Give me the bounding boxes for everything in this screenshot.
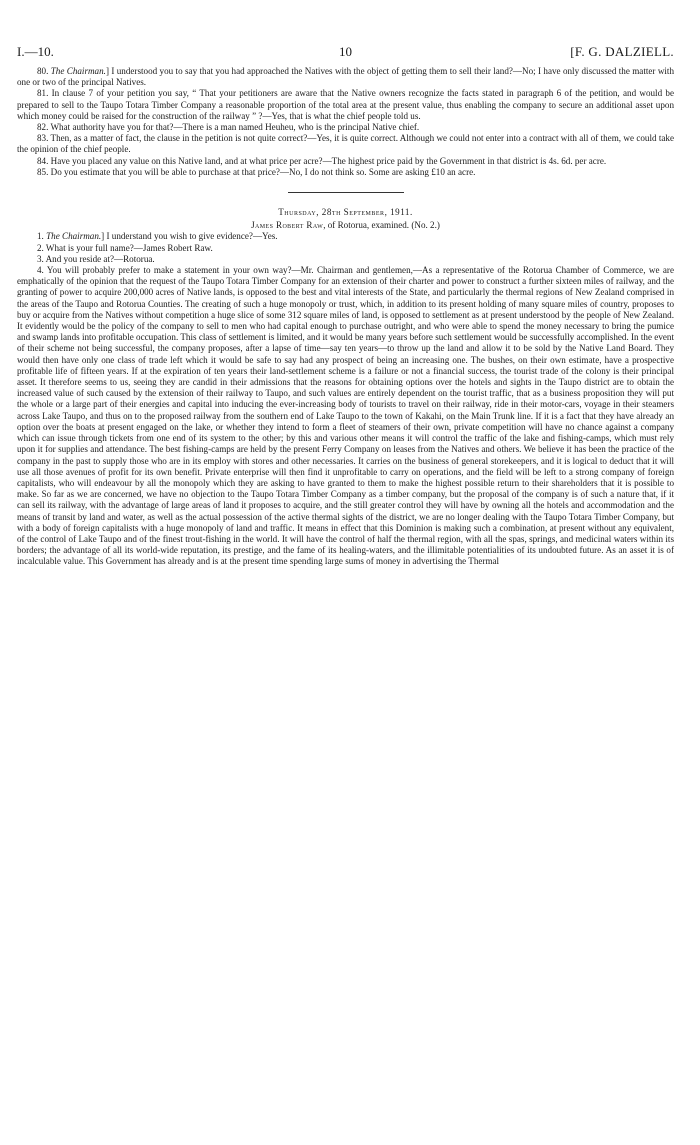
session-date: Thursday, 28th September, 1911. [278,207,413,218]
question-85: 85. Do you estimate that you will be able to purchase at that price?—No, I do not think so. Some are asking £10 an acre. [37,166,476,177]
question-81: 81. In clause 7 of your petition you say, “ That your petitioners are aware that the Native owners recognize the facts stated in paragraph 6 of the petition, and would be prepared to sell to the Taupo Totara Timber Company a reasonable proportion of the total area at the present value, thus enabling the company to secure an additional asset upon which money could be raised for the construction of the railway ” ?—Yes, that is what the chief people told us. [17,88,674,121]
witness-name: James Robert Raw [251,220,324,231]
page-number: 10 [339,44,352,59]
question-1: 1. The Chairman.] I understand you wish to give evidence?—Yes. [37,231,278,242]
question-82: 82. What authority have you for that?—There is a man named Heuheu, who is the principal Native chief. [37,122,420,133]
question-2: 2. What is your full name?—James Robert Raw. [37,242,213,253]
evidence-section-1 [17,66,674,178]
witness-heading: James Robert Raw, of Rotorua, examined. (No. 2.) [251,220,440,231]
question-83: 83. Then, as a matter of fact, the clause in the petition is not quite correct?—Yes, it is quite correct. Although we could not enter into a contract with all of them, we could take the opinion of the chief people. [17,133,674,155]
question-3: 3. And you reside at?—Rotorua. [37,253,155,264]
question-4-statement: 4. You will probably prefer to make a statement in your own way?—Mr. Chairman and gentlemen,—As a representative of the Rotorua Chamber of Commerce, we are emphatically of the opinion that the request of the Taupo Totara Timber Company for an extension of their charter and power to construct a further sixteen miles of railway, and the granting of power to acquire 200,000 acres of Native lands, is opposed to the best and vital interests of the State, and particularly the thermal regions of New Zealand comprised in the areas of the Taupo and Rotorua Counties. The creating of such a huge monopoly or trust, which, in addition to its present holding of many square miles of country, proposes to buy or acquire from the Natives without competition a huge slice of some 312 square miles of land, is opposed to settlement as at present understood by the people of New Zealand. It evidently would be the policy of the company to sell to men who had capital enough to purchase outright, and who were able to spend the money necessary to bring the pumice and swamp lands into profitable occupation. This class of settlement is limited, and it would be many years before such settlement would be successfully accomplished. In the event of their scheme not being successful, the company proposes, after a lapse of time—say ten years—to throw up the land and allow it to be sold by the Native Land Board. They would then have only one class of trade left which it would be safe to say had any prospect of being an increasing one. The bushes, on their own estimate, have a prospective profitable life of fifteen years. If at the expiration of ten years their land-settlement scheme is a failure or not a financial success, the tourist trade of the colony is their principal asset. It therefore seems to us, seeing they are candid in their admissions that the reasons for obtaining options over the hotels and sights in the Taupo district are to obtain the increased value of such caused by the extension of their railway to Taupo, and such values are entirely dependent on the tourist traffic, that as a business proposition they will put the whole or a large part of their energies and capital into inducing the ever-increasing body of tourists to travel on their railway, ride in their motor-cars, voyage in their steamers across Lake Taupo, and thus on to the proposed railway from the southern end of Lake Taupo to the town of Kakahi, on the Main Trunk line. If it is a fact that they have already an option over the boats at present engaged on the lake, or whether they intend to form a fleet of steamers of their own, private competition will have no chance against a company which can issue through tickets from one end of its system to the other; by this and various other means it will control the traffic of the lake and fishing-camps, which must rely upon it for supplies and attendance. The best fishing-camps are held by the present Ferry Company on leases from the Natives and others. We believe it has been the practice of the company in the past to supply those who are in its employ with stores and other necessaries. It carries on the business of general storekeepers, and it is logical to deduct that it will use all those avenues of profit for its own benefit. Private enterprise will then find it unprofitable to carry on operations, and the field will be left to a strong company of foreign capitalists, who will endeavour by all the monopoly which they are asking to have granted to them to make the highest possible return to their shareholders that it is possible to make. So far as we are concerned, we have no objection to the Taupo Totara Timber Company as a timber company, but the proposal of the company is of such a nature that, if it can sell its railway, with the advantage of large areas of land it proposes to acquire, and the still greater control they will have by owning all the hotels and accommodation and the means of transit by land and water, as well as the actual possession of the active thermal sights of the district, we are no longer dealing with the Taupo Totara Timber Company, but with a body of foreign capitalists with a huge monopoly of land and traffic. It means in effect that this Dominion is making such a combination, at present without any equivalent, of the control of Lake Taupo and of the finest trout-fishing in the world. It will have the control of half the thermal region, with all the spas, springs, and medicinal waters within its borders; the advantage of all its world-wide reputation, its prestige, and the fame of its healing-waters, and the illimitable potentialities of its undoubted future. As an asset it is of incalculable value. This Government has already and is at the present time spending large sums of money in advertising the Thermal [17,265,674,567]
speaker-label: The Chairman. [50,66,106,76]
section-divider [288,192,404,193]
question-80: 80. The Chairman.] I understood you to say that you had approached the Natives with the object of getting them to sell their land?—No; I have only discussed the matter with one or two of the principal Natives. [17,66,674,88]
question-84: 84. Have you placed any value on this Native land, and at what price per acre?—The highest price paid by the Government in that district is 4s. 6d. per acre. [37,155,607,166]
evidence-section-2 [17,231,674,567]
page-header [17,44,674,66]
paper-reference: I.—10. [17,44,54,59]
speaker-label: The Chairman. [46,231,102,242]
witness-reference: [F. G. DALZIELL. [570,44,674,59]
